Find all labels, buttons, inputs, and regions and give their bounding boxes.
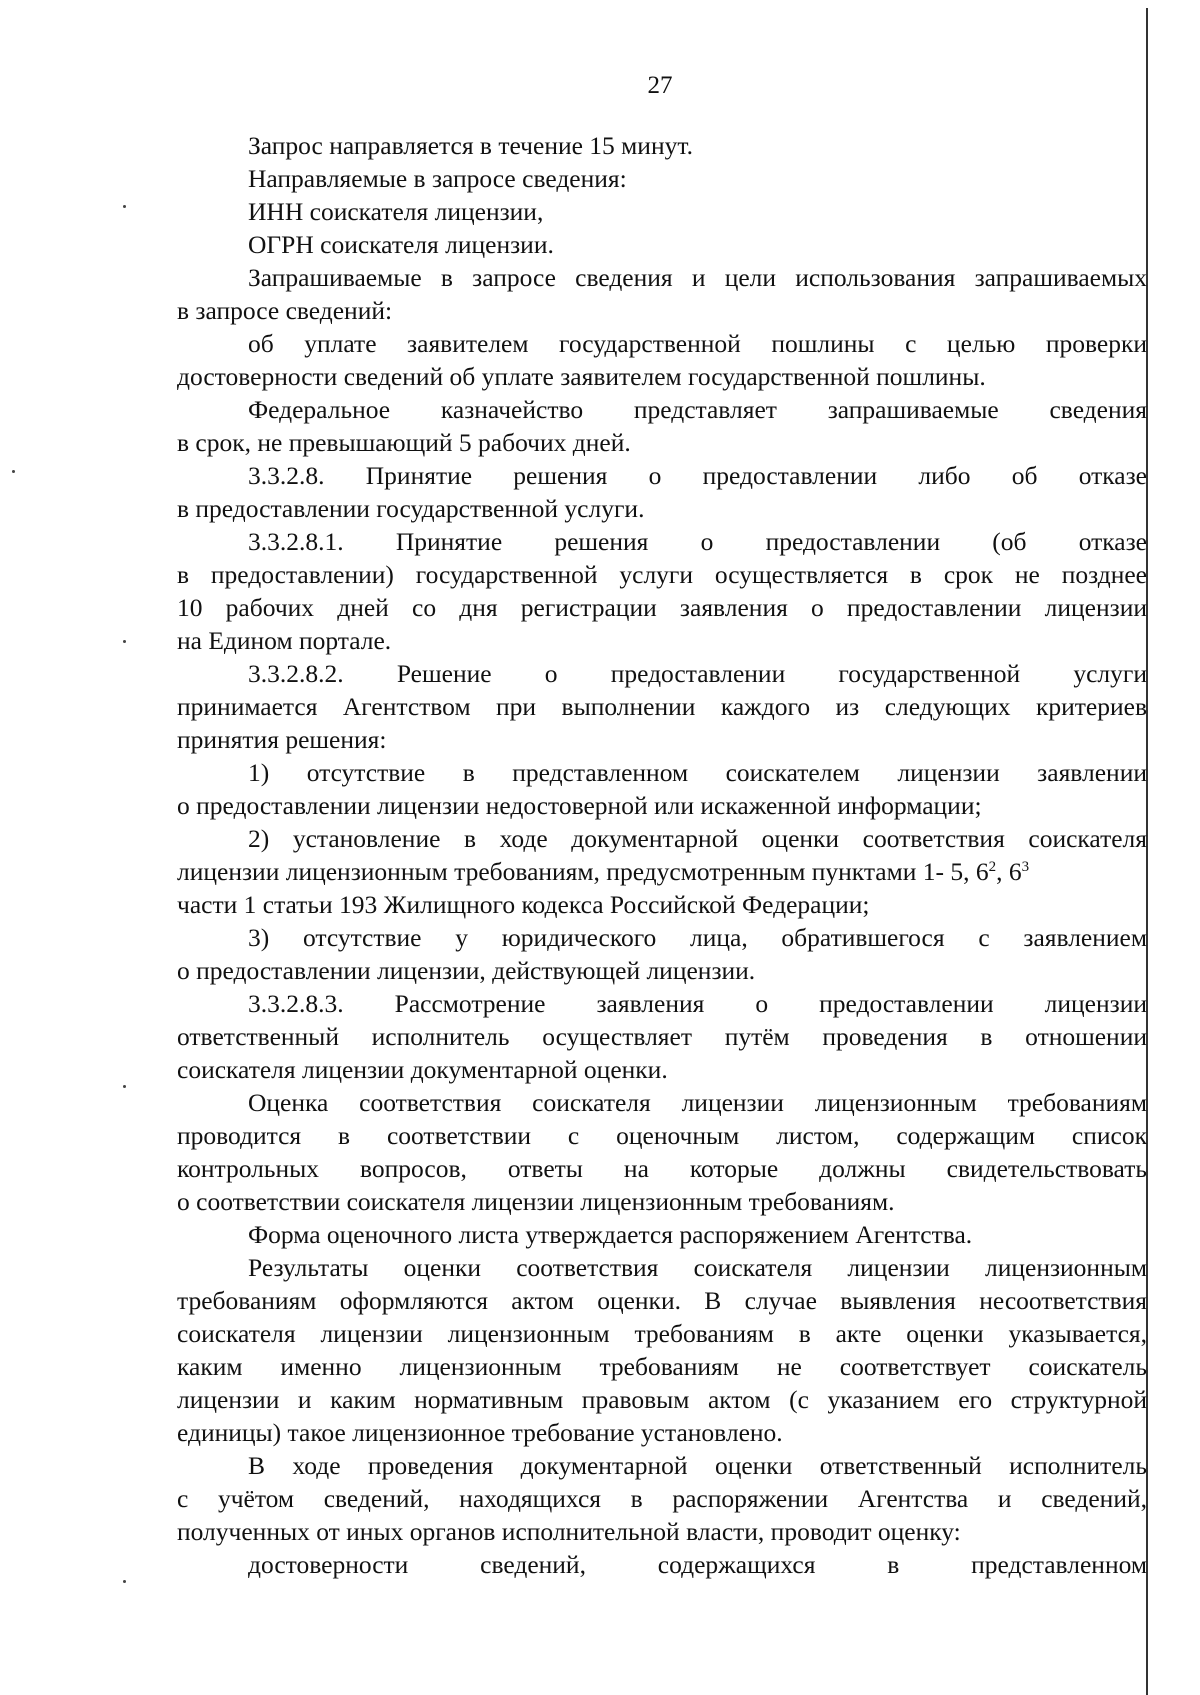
text-line: с учётом сведений, находящихся в распоряжении Агентства и сведений, <box>177 1484 1147 1513</box>
text-line <box>177 856 1147 888</box>
text-line: Федеральное казначейство представляет запрашиваемые сведения <box>248 395 1147 424</box>
text-line: Результаты оценки соответствия соискателя лицензии лицензионным <box>248 1253 1147 1282</box>
text-line: в срок, не превышающий 5 рабочих дней. <box>177 428 631 457</box>
superscript: 2 <box>988 859 997 875</box>
criterion-2: 2) установление в ходе документарной оценки соответствия соискателя <box>248 824 1147 853</box>
scan-mark <box>123 640 126 643</box>
superscript: 3 <box>1021 859 1030 875</box>
text-line: ОГРН соискателя лицензии. <box>248 230 554 259</box>
text-line: достоверности сведений, содержащихся в представленном <box>248 1550 1147 1579</box>
page-number: 27 <box>647 72 673 99</box>
scan-mark <box>123 1085 126 1088</box>
criterion-3: 3) отсутствие у юридического лица, обратившегося с заявлением <box>248 923 1147 952</box>
text-line: лицензии и каким нормативным правовым актом (с указанием его структурной <box>177 1385 1147 1414</box>
text-line: Форма оценочного листа утверждается распоряжением Агентства. <box>248 1220 973 1249</box>
text-line: проводится в соответствии с оценочным листом, содержащим список <box>177 1121 1147 1150</box>
text-line: каким именно лицензионным требованиям не соответствует соискатель <box>177 1352 1147 1381</box>
text-line: ответственный исполнитель осуществляет путём проведения в отношении <box>177 1022 1147 1051</box>
text-line: Направляемые в запросе сведения: <box>248 164 627 193</box>
text-line: о предоставлении лицензии, действующей лицензии. <box>177 956 756 985</box>
text-line: соискателя лицензии лицензионным требованиям в акте оценки указывается, <box>177 1319 1147 1348</box>
text-line: в предоставлении) государственной услуги осуществляется в срок не позднее <box>177 560 1147 589</box>
scan-mark <box>123 1580 126 1583</box>
text-line: об уплате заявителем государственной пошлины с целью проверки <box>248 329 1147 358</box>
text-line: Запрашиваемые в запросе сведения и цели использования запрашиваемых <box>248 263 1147 292</box>
text-line: в запросе сведений: <box>177 296 393 325</box>
text-line: полученных от иных органов исполнительной власти, проводит оценку: <box>177 1517 961 1546</box>
text-line: Оценка соответствия соискателя лицензии лицензионным требованиям <box>248 1088 1147 1117</box>
text-line: контрольных вопросов, ответы на которые должны свидетельствовать <box>177 1154 1147 1183</box>
section-3-3-2-8-heading: 3.3.2.8. Принятие решения о предоставлении либо об отказе <box>248 461 1147 490</box>
text-line: о соответствии соискателя лицензии лицензионным требованиям. <box>177 1187 895 1216</box>
section-3-3-2-8-3: 3.3.2.8.3. Рассмотрение заявления о предоставлении лицензии <box>248 989 1147 1018</box>
text-line: требованиям оформляются актом оценки. В случае выявления несоответствия <box>177 1286 1147 1315</box>
text-line-part: , 6 <box>996 857 1022 886</box>
text-line: соискателя лицензии документарной оценки. <box>177 1055 668 1084</box>
text-line: в предоставлении государственной услуги. <box>177 494 645 523</box>
scan-mark <box>12 470 15 473</box>
text-line: единицы) такое лицензионное требование установлено. <box>177 1418 783 1447</box>
text-line: ИНН соискателя лицензии, <box>248 197 544 226</box>
text-line: принимается Агентством при выполнении каждого из следующих критериев <box>177 692 1147 721</box>
text-line: о предоставлении лицензии недостоверной или искаженной информации; <box>177 791 982 820</box>
section-3-3-2-8-2: 3.3.2.8.2. Решение о предоставлении государственной услуги <box>248 659 1147 688</box>
text-line: принятия решения: <box>177 725 387 754</box>
text-line: на Едином портале. <box>177 626 392 655</box>
criterion-1: 1) отсутствие в представленном соискателем лицензии заявлении <box>248 758 1147 787</box>
scan-mark <box>123 205 126 208</box>
text-line: части 1 статьи 193 Жилищного кодекса Российской Федерации; <box>177 890 870 919</box>
text-line: В ходе проведения документарной оценки ответственный исполнитель <box>248 1451 1147 1480</box>
text-line-part: лицензии лицензионным требованиям, предусмотренным пунктами 1- 5, 6 <box>177 857 989 886</box>
section-3-3-2-8-1: 3.3.2.8.1. Принятие решения о предоставлении (об отказе <box>248 527 1147 556</box>
text-line: 10 рабочих дней со дня регистрации заявления о предоставлении лицензии <box>177 593 1147 622</box>
text-line: достоверности сведений об уплате заявителем государственной пошлины. <box>177 362 986 391</box>
text-line: Запрос направляется в течение 15 минут. <box>248 131 693 160</box>
